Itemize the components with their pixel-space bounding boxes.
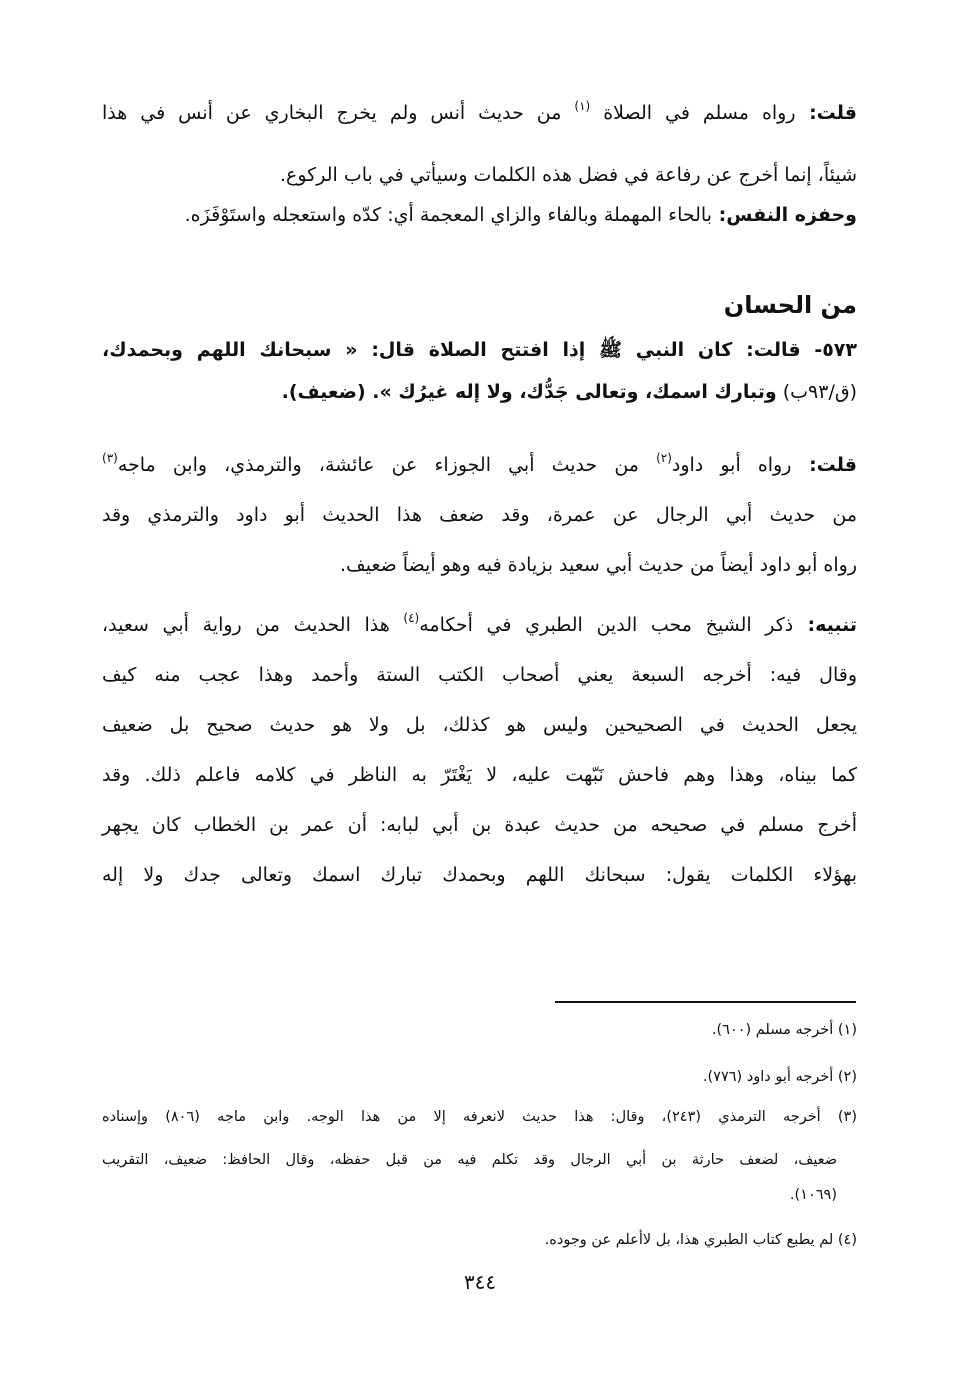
footnote: (١) أخرجه مسلم (٦٠٠). [711,1022,857,1038]
text-line [102,610,857,640]
footnote: (٣) أخرجه الترمذي (٢٤٣)، وقال: هذا حديث لانعرفه إلا من هذا الوجه. وابن ماجه (٨٠٦) وإسناده [102,1109,858,1125]
term-label: وحفزه النفس: [712,204,857,226]
hadith-line: ٥٧٣- قالت: كان النبي ﷺ إذا افتتح الصلاة قال: « سبحانك اللهم وبحمدك، [102,339,857,361]
text-line [102,450,857,480]
text: رواه أبو داود [671,454,792,476]
footnote-ref: (٣) [102,451,118,465]
footnote-ref: (٤) [403,611,420,625]
footnote-ref: (٢) [656,451,672,465]
text-line: يجعل الحديث في الصحيحين وليس هو كذلك، بل ولا هو حديث صحيح بل ضعيف [102,714,857,736]
text-line [102,98,857,128]
label-qult: قلت: [795,102,857,124]
text-line: بهؤلاء الكلمات يقول: سبحانك اللهم وبحمدك تبارك اسمك وتعالى جدك ولا إله [102,864,857,886]
footnote: (٤) لم يطبع كتاب الطبري هذا، بل لاأعلم عن وجوده. [544,1232,857,1248]
text-line: كما بيناه، وهذا وهم فاحش نَبّهت عليه، لا يَغْتَرّ به الناظر في كلامه فاعلم ذلك. وقد [102,764,857,786]
section-heading: من الحسان [723,291,857,319]
hadith-line [102,377,857,407]
text-line: أخرج مسلم في صحيحه من حديث عبدة بن أبي لبابه: أن عمر بن الخطاب كان يجهر [102,814,857,836]
text: من حديث أبي الجوزاء عن عائشة، والترمذي، وابن ماجه [117,454,657,476]
footnote: ضعيف، لضعف حارثة بن أبي الرجال وقد تكلم فيه من قبل حفظه، وقال الحافظ: ضعيف، التقريب [102,1152,837,1168]
text-line [102,200,857,230]
label-tanbih: تنبيه: [793,614,857,636]
hadith-text: وتبارك اسمك، وتعالى جَدُّك، ولا إله غيرُك ». (ضعيف). [281,381,777,403]
text: بالحاء المهملة وبالفاء والزاي المعجمة أي: كدّه واستعجله واستَوْفَزَه. [184,204,713,226]
footnote-divider [555,1001,856,1003]
text-line: وقال فيه: أخرجه السبعة يعني أصحاب الكتب الستة وأحمد وهذا عجب منه كيف [102,664,857,686]
label-qult: قلت: [791,454,857,476]
text-line: شيئاً، إنما أخرج عن رفاعة في فضل هذه الكلمات وسيأتي في باب الركوع. [279,164,857,186]
footnote: (٢) أخرجه أبو داود (٧٧٦). [702,1069,857,1085]
manuscript-ref: (ق/٩٣ب) [776,381,857,403]
footnote: (١٠٦٩). [789,1187,837,1203]
text: من حديث أنس ولم يخرج البخاري عن أنس في هذا [102,102,575,124]
text: ذكر الشيخ محب الدين الطبري في أحكامه [419,614,794,636]
text: هذا الحديث من رواية أبي سعيد، [102,614,404,636]
page-number: ٣٤٤ [463,1270,497,1294]
text: رواه مسلم في الصلاة [590,102,796,124]
text-line: رواه أبو داود أيضاً من حديث أبي سعيد بزيادة فيه وهو أيضاً ضعيف. [340,554,857,576]
text-line: من حديث أبي الرجال عن عمرة، وقد ضعف هذا الحديث أبو داود والترمذي وقد [102,504,857,526]
footnote-ref: (١) [574,99,591,113]
